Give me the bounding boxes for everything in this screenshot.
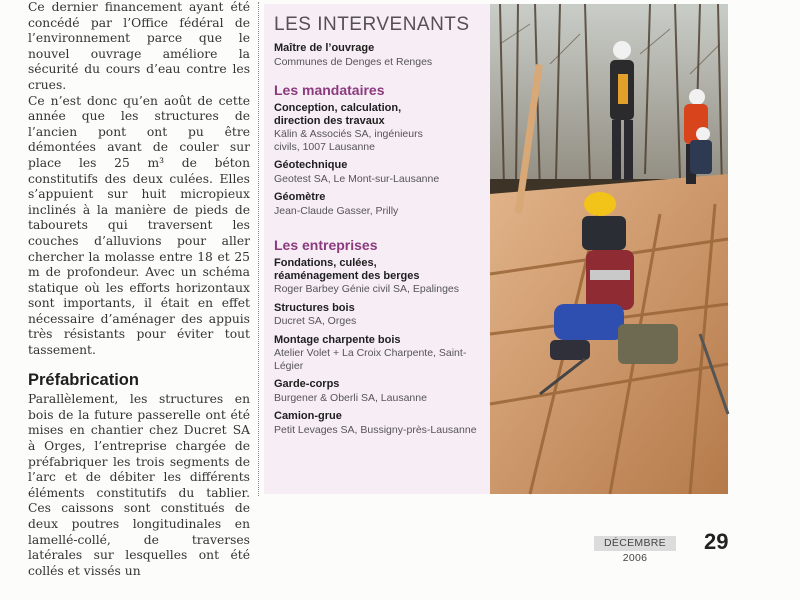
company-name: Burgener & Oberli SA, Lausanne	[274, 391, 427, 404]
column-divider	[258, 2, 259, 496]
company-name: Kälin & Associés SA, ingénieurs civils, 1007 Lausanne	[274, 128, 423, 153]
box-title: LES INTERVENANTS	[274, 14, 470, 35]
role-label: Garde-corps	[274, 378, 340, 390]
group-title-mandataires: Les mandataires	[274, 82, 385, 98]
role-label: Géotechnique	[274, 159, 348, 171]
construction-photo-image	[490, 4, 728, 494]
article-paragraph: Ce dernier financement ayant été concédé par l’Office fédéral de l’environnement parce que le nouvel ouvrage améliore la sécurité du cours d’eau contre les crues.	[28, 0, 250, 92]
role-label: Conception, calculation, direction des travaux	[274, 102, 402, 127]
role-label: Structures bois	[274, 301, 355, 314]
group-title-entreprises: Les entreprises	[274, 237, 378, 253]
intervenants-box	[264, 4, 490, 494]
role-label: Géomètre	[274, 191, 326, 203]
construction-photo	[490, 4, 728, 494]
article-paragraph: Ce n’est donc qu’en août de cette année que les structures de l’ancien pont ont pu être démontées avant de couler sur place les 25 m³ de béton constitutifs des deux culées. Elles s’appuient sur huit micropieux inclinés à la manière de pieds de tabourets qui traversent les couches d’alluvions pour aller chercher la molasse entre 18 et 25 m de profondeur. Avec un schéma statique où les efforts horizontaux sont importants, il était en effet nécessaire d’aménager des appuis très résistants pour éviter tout tassement.	[28, 93, 250, 358]
company-name: Communes de Denges et Renges	[274, 55, 433, 68]
article-column	[28, 0, 250, 578]
role-label: Montage charpente bois	[274, 333, 401, 346]
article-paragraph: Parallèlement, les structures en bois de la future passerelle ont été mises en chantier chez Ducret SA à Orges, l’entreprise chargée de préfabriquer les trois segments de l’arc et de débiter les différents éléments constitutifs du tablier. Ces caissons sont constitués de deux poutres longitudinales en lamellé-collé, de traverses latérales sur lesquelles ont été collés et vissés un	[28, 392, 250, 578]
issue-date: DÉCEMBRE 2006	[594, 536, 676, 551]
role-label: Camion-grue	[274, 410, 342, 422]
role-label: Fondations, culées, réaménagement des berges	[274, 257, 420, 282]
page-number: 29	[704, 529, 729, 554]
company-name: Atelier Volet + La Croix Charpente, Saint-Légier	[274, 347, 467, 372]
company-name: Jean-Claude Gasser, Prilly	[274, 204, 399, 217]
company-name: Ducret SA, Orges	[274, 315, 357, 327]
section-heading: Préfabrication	[28, 370, 139, 389]
company-name: Petit Levages SA, Bussigny-près-Lausanne	[274, 423, 477, 436]
company-name: Geotest SA, Le Mont-sur-Lausanne	[274, 172, 440, 185]
company-name: Roger Barbey Génie civil SA, Epalinges	[274, 283, 460, 295]
role-label: Maître de l’ouvrage	[274, 42, 375, 54]
